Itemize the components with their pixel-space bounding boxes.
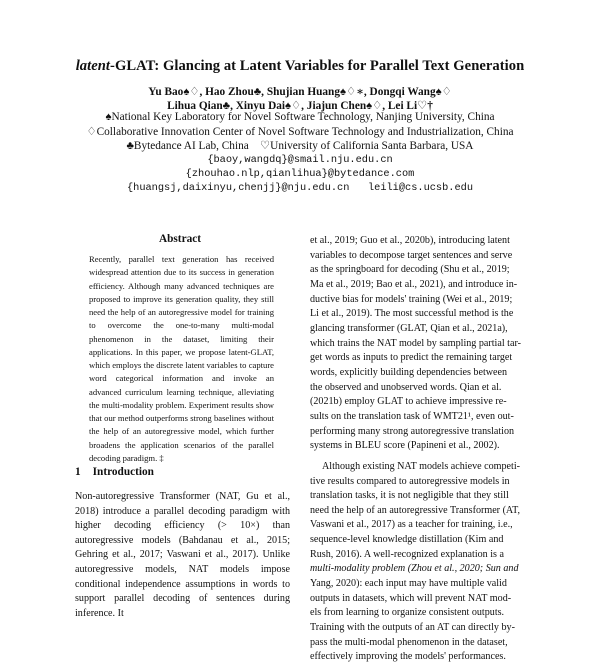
text-line: words, explicitly building dependencies between	[310, 366, 508, 378]
abstract-heading: Abstract	[158, 233, 202, 245]
introduction-text: Non-autoregressive Transformer (NAT, Gu et al., 2018) introduce a parallel decoding paradigm with higher decoding efficiency (> 10×) than autoregressive models (Bahdanau et al., 2015; Gehring et al., 2017; Vaswani et al., 2017). Unlike autoregressive models, NAT models impose conditional independence assumptions in words to support parallel decoding of sentences during inference. It	[75, 491, 290, 619]
paper-title	[0, 58, 600, 75]
text-line: translation tasks, it is not negligible that they still	[310, 490, 509, 502]
text-line: Li et al., 2019). The most successful method is the	[310, 308, 514, 320]
text-line: glancing transformer (GLAT, Qian et al., 2021a),	[310, 322, 508, 334]
author-line-2: Lihua Qian♣, Xinyu Dai♠♢, Jiajun Chen♠♢, Lei Li♡†	[167, 100, 433, 112]
text-line: the observed and unobserved words. Qian et al.	[310, 381, 502, 393]
text-line: get words as inputs to predict the remaining target	[310, 352, 513, 364]
right-paragraph-1	[310, 234, 527, 454]
text-line: ductive bias for models' training (Wei et al., 2019;	[310, 293, 513, 305]
email-line-1: {baoy,wangdq}@smail.nju.edu.cn	[207, 154, 393, 166]
text-line: outputs in datasets, which will prevent NAT mod-	[310, 592, 512, 604]
text-line: et al., 2019; Guo et al., 2020b), introducing latent	[310, 235, 510, 246]
text-line: need the help of an autoregressive Transformer (AT,	[310, 504, 521, 516]
affiliation-2: ♢Collaborative Innovation Center of Novel Software Technology and Industrialization, China	[86, 126, 514, 138]
text-line: pass the multi-modal phenomenon in the dataset,	[310, 636, 508, 648]
text-line: Ma et al., 2019; Bao et al., 2021), and introduce in-	[310, 278, 518, 290]
text-line: Vaswani et al., 2017) as a teacher for training, i.e.,	[310, 519, 513, 531]
section-title: Introduction	[92, 466, 154, 478]
right-paragraph-2	[310, 460, 527, 665]
text-line: variables to decompose target sentences and serve	[310, 249, 513, 261]
text-line: as the springboard for decoding (Shu et al., 2019;	[310, 264, 510, 276]
email-line-3: {huangsj,daixinyu,chenjj}@nju.edu.cn leili@cs.ucsb.edu	[126, 182, 474, 194]
text-line: multi-modality problem (Zhou et al., 2020; Sun and	[310, 563, 519, 575]
affiliation-1: ♠National Key Laboratory for Novel Software Technology, Nanjing University, China	[105, 111, 495, 123]
text-line: els from learning to organize consistent outputs.	[310, 607, 505, 619]
text-line: performing many strong autoregressive translation	[310, 425, 515, 437]
affiliation-3: ♣Bytedance AI Lab, China ♡University of California Santa Barbara, USA	[126, 140, 474, 152]
abstract-text: Recently, parallel text generation has received widespread attention due to its success in generation efficiency. Although many advanced techniques are proposed to improve its generation quality, they still need the help of an autoregressive model for training to overcome the one-to-many multi-modal phenomenon in the dataset, limiting their applications. In this paper, we propose latent-GLAT, which employs the discrete latent variables to capture word categorical information and invoke an advanced curriculum learning technique, alleviating the multi-modality problem. Experiment results show that our method outperforms strong baselines without the help of an autoregressive model, which further broadens the application scenarios of the parallel decoding paradigm. ‡	[89, 254, 274, 463]
text-line: tive results compared to autoregressive models in	[310, 475, 510, 487]
title-rest: -GLAT: Glancing at Latent Variables for Parallel Text Generation	[110, 58, 525, 74]
text-line: Although existing NAT models achieve competi-	[322, 460, 521, 472]
title-italic: latent	[75, 58, 111, 74]
text-line: Yang, 2020): each input may have multiple valid	[310, 578, 507, 590]
section-heading-introduction	[75, 466, 154, 478]
text-line: Rush, 2016). A well-recognized explanation is a	[310, 548, 504, 560]
text-line: sequence-level knowledge distillation (Kim and	[310, 534, 504, 546]
author-line-1: Yu Bao♠♢, Hao Zhou♣, Shujian Huang♠♢∗, Dongqi Wang♠♢	[148, 86, 452, 98]
text-line: which trains the NAT model by sampling partial tar-	[310, 337, 521, 349]
right-column	[310, 234, 527, 665]
email-line-2: {zhouhao.nlp,qianlihua}@bytedance.com	[185, 168, 415, 180]
text-line: sults on the translation task of WMT21¹, even out-	[310, 410, 514, 422]
text-line: systems in BLEU score (Papineni et al., 2002).	[310, 440, 500, 452]
text-line: effectively improving the models' performances.	[310, 651, 506, 663]
text-line: (2021b) employ GLAT to achieve impressive re-	[310, 396, 507, 408]
section-number: 1	[75, 466, 81, 478]
text-line: Training with the outputs of an AT can directly by-	[310, 622, 515, 634]
